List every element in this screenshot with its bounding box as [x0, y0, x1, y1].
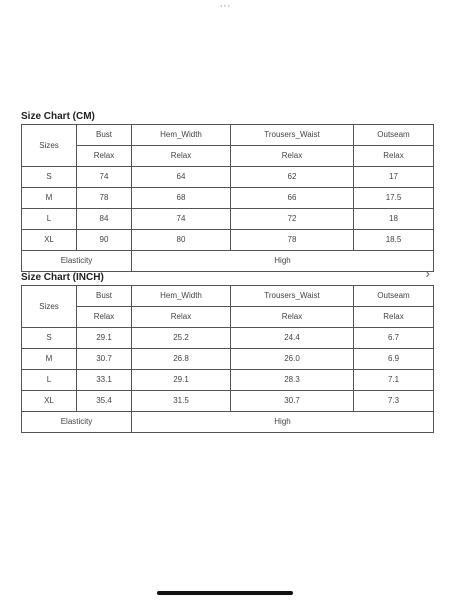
value-cell: 28.3 [231, 370, 354, 391]
value-cell: 17 [354, 167, 434, 188]
value-cell: 29.1 [132, 370, 231, 391]
value-cell: 29.1 [77, 328, 132, 349]
sizes-header: Sizes [22, 286, 77, 328]
value-cell: 18 [354, 209, 434, 230]
column-header: Bust [77, 125, 132, 146]
fit-cell: Relax [231, 307, 354, 328]
value-cell: 78 [231, 230, 354, 251]
value-cell: 68 [132, 188, 231, 209]
home-indicator[interactable] [157, 591, 293, 595]
size-cell: M [22, 349, 77, 370]
value-cell: 30.7 [231, 391, 354, 412]
column-header: Outseam [354, 286, 434, 307]
value-cell: 26.8 [132, 349, 231, 370]
fit-cell: Relax [132, 307, 231, 328]
size-chart-cm-title: Size Chart (CM) [21, 111, 95, 122]
elasticity-value: High [132, 251, 434, 272]
value-cell: 80 [132, 230, 231, 251]
fit-cell: Relax [132, 146, 231, 167]
value-cell: 31.5 [132, 391, 231, 412]
value-cell: 66 [231, 188, 354, 209]
fit-cell: Relax [354, 307, 434, 328]
column-header: Trousers_Waist [231, 125, 354, 146]
column-header: Outseam [354, 125, 434, 146]
value-cell: 62 [231, 167, 354, 188]
size-cell: S [22, 167, 77, 188]
elasticity-label: Elasticity [22, 251, 132, 272]
table-row [22, 230, 434, 251]
elasticity-value: High [132, 412, 434, 433]
fit-cell: Relax [231, 146, 354, 167]
value-cell: 74 [77, 167, 132, 188]
value-cell: 6.7 [354, 328, 434, 349]
table-row [22, 391, 434, 412]
column-header: Trousers_Waist [231, 286, 354, 307]
size-cell: S [22, 328, 77, 349]
value-cell: 25.2 [132, 328, 231, 349]
chevron-right-icon[interactable]: › [425, 265, 430, 281]
size-cell: M [22, 188, 77, 209]
size-chart-inch-table [21, 285, 434, 433]
column-header: Hem_Width [132, 125, 231, 146]
elasticity-label: Elasticity [22, 412, 132, 433]
value-cell: 74 [132, 209, 231, 230]
fit-cell: Relax [77, 307, 132, 328]
value-cell: 17.5 [354, 188, 434, 209]
table-row [22, 370, 434, 391]
elasticity-row [22, 251, 434, 272]
value-cell: 30.7 [77, 349, 132, 370]
table-row [22, 188, 434, 209]
value-cell: 90 [77, 230, 132, 251]
size-chart-cm-table [21, 124, 434, 272]
value-cell: 72 [231, 209, 354, 230]
size-cell: L [22, 370, 77, 391]
value-cell: 35.4 [77, 391, 132, 412]
value-cell: 84 [77, 209, 132, 230]
table-row [22, 349, 434, 370]
value-cell: 6.9 [354, 349, 434, 370]
value-cell: 24.4 [231, 328, 354, 349]
table-row [22, 209, 434, 230]
value-cell: 64 [132, 167, 231, 188]
table-row [22, 328, 434, 349]
size-cell: XL [22, 391, 77, 412]
value-cell: 78 [77, 188, 132, 209]
elasticity-row [22, 412, 434, 433]
size-cell: XL [22, 230, 77, 251]
size-cell: L [22, 209, 77, 230]
value-cell: 26.0 [231, 349, 354, 370]
value-cell: 18.5 [354, 230, 434, 251]
more-dots-icon[interactable]: ··· [219, 0, 231, 12]
value-cell: 33.1 [77, 370, 132, 391]
table-row [22, 167, 434, 188]
size-chart-inch-title: Size Chart (INCH) [21, 272, 104, 283]
fit-cell: Relax [354, 146, 434, 167]
column-header: Hem_Width [132, 286, 231, 307]
value-cell: 7.1 [354, 370, 434, 391]
value-cell: 7.3 [354, 391, 434, 412]
sizes-header: Sizes [22, 125, 77, 167]
column-header: Bust [77, 286, 132, 307]
fit-cell: Relax [77, 146, 132, 167]
